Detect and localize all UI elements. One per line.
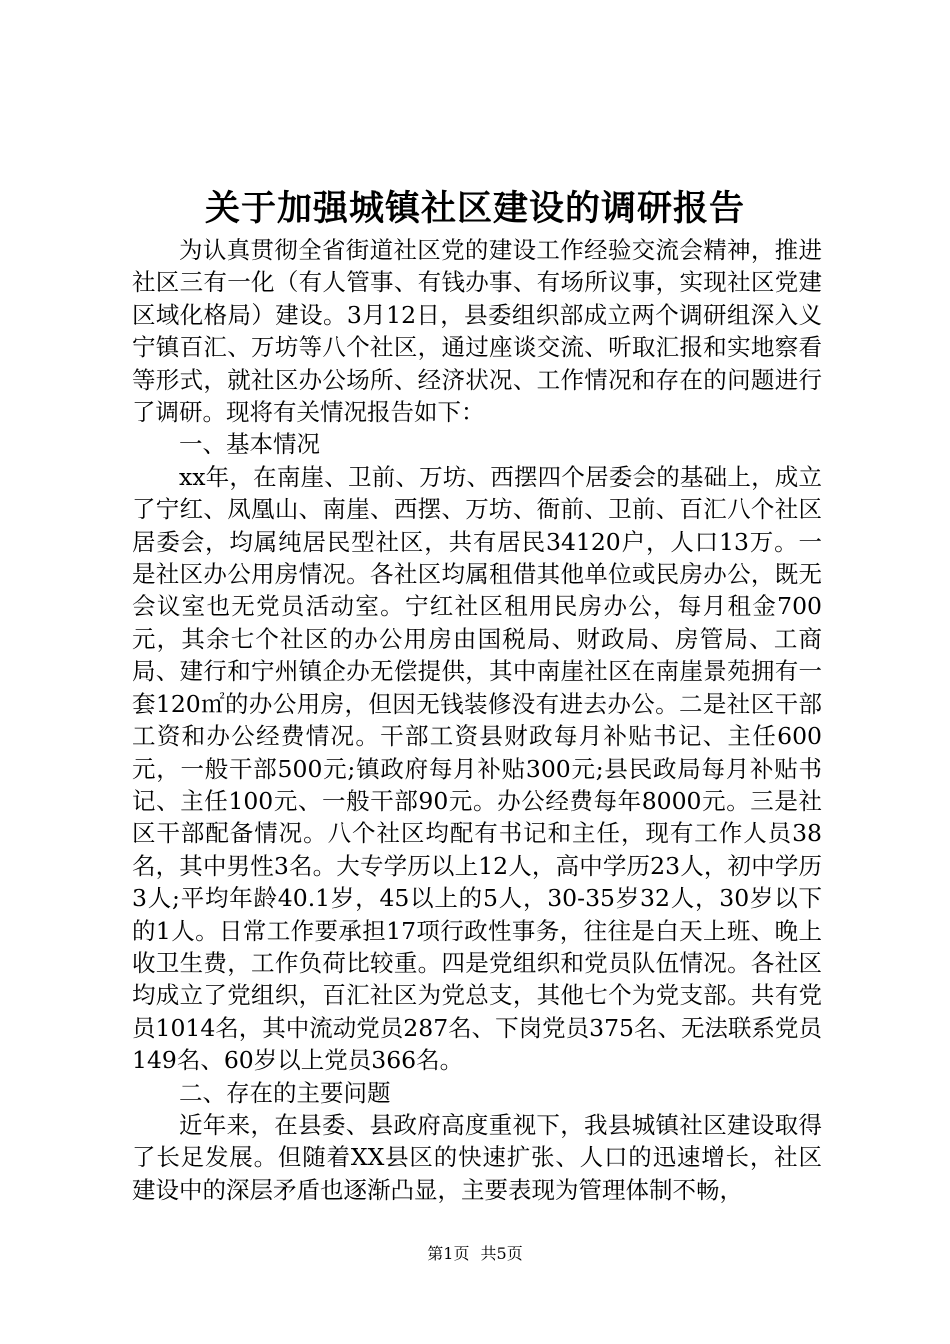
document-title: 关于加强城镇社区建设的调研报告 (204, 188, 745, 229)
page-footer (0, 1243, 950, 1265)
intro-paragraph: 为认真贯彻全省街道社区党的建设工作经验交流会精神，推进社区三有一化（有人管事、有钱办事、有场所议事，实现社区党建区域化格局）建设。3月12日，县委组织部成立两个调研组深入义宁镇百汇、万坊等八个社区，通过座谈交流、听取汇报和实地察看等形式，就社区办公场所、经济状况、工作情况和存在的问题进行了调研。现将有关情况报告如下： (132, 236, 822, 427)
section-heading-problems: 二、存在的主要问题 (179, 1078, 391, 1107)
section-heading-basic: 一、基本情况 (179, 430, 320, 459)
page-total: 共5页 (480, 1244, 523, 1263)
basic-situation-paragraph: xx年，在南崖、卫前、万坊、西摆四个居委会的基础上，成立了宁红、凤凰山、南崖、西摆、万坊、衙前、卫前、百汇八个社区居委会，均属纯居民型社区，共有居民34120户，人口13万。一是社区办公用房情况。各社区均属租借其他单位或民房办公，既无会议室也无党员活动室。宁红社区租用民房办公，每月租金700元，其余七个社区的办公用房由国税局、财政局、房管局、工商局、建行和宁州镇企办无偿提供，其中南崖社区在南崖景苑拥有一套120㎡的办公用房，但因无钱装修没有进去办公。二是社区干部工资和办公经费情况。干部工资县财政每月补贴书记、主任600元，一般干部500元;镇政府每月补贴300元;县民政局每月补贴书记、主任100元、一般干部90元。办公经费每年8000元。三是社区干部配备情况。八个社区均配有书记和主任，现有工作人员38名，其中男性3名。大专学历以上12人，高中学历23人，初中学历3人;平均年龄40.1岁，45以上的5人，30-35岁32人，30岁以下的1人。日常工作要承担17项行政性事务，往往是白天上班、晚上收卫生费，工作负荷比较重。四是党组织和党员队伍情况。各社区均成立了党组织，百汇社区为党总支，其他七个为党支部。共有党员1014名，其中流动党员287名、下岗党员375名、无法联系党员149名、60岁以上党员366名。 (132, 462, 823, 1075)
page-number: 第1页 (427, 1244, 470, 1263)
document-body (132, 234, 822, 1206)
problems-paragraph: 近年来，在县委、县政府高度重视下，我县城镇社区建设取得了长足发展。但随着XX县区的快速扩张、人口的迅速增长，社区建设中的深层矛盾也逐渐凸显，主要表现为管理体制不畅， (132, 1110, 822, 1204)
